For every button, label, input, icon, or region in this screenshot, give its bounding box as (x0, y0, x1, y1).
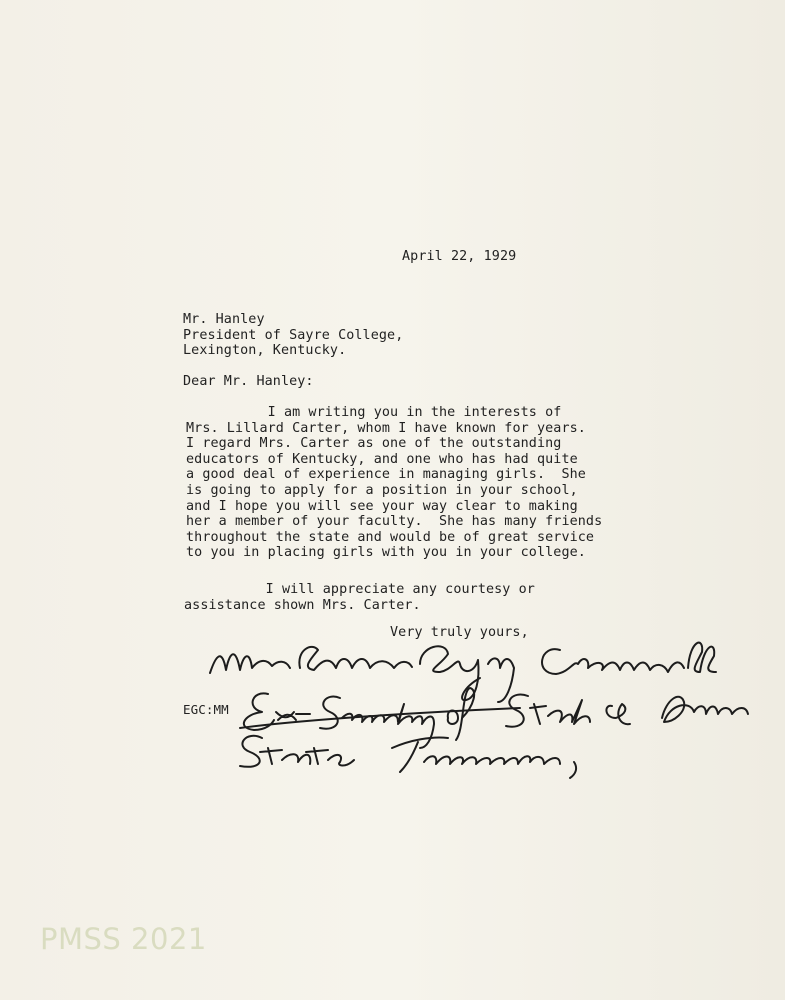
body-line: I am writing you in the interests of (186, 405, 562, 420)
signature-line-1-stroke (210, 654, 290, 673)
signature-line-1-stroke (299, 647, 412, 670)
body-line: educators of Kentucky, and one who has had quite (186, 451, 578, 467)
signature-line-1-stroke (488, 658, 514, 702)
signature-line-2-stroke (606, 704, 630, 724)
body-line: to you in placing girls with you in your college. (186, 545, 586, 561)
signature-line-2-stroke (240, 708, 520, 728)
body-line: her a member of your faculty. She has many friends (186, 514, 603, 530)
signature-line-1-stroke (542, 649, 684, 674)
recipient-title: President of Sayre College, (183, 327, 404, 343)
body-line: throughout the state and would be of great service (186, 529, 595, 545)
signature-line-2-stroke (506, 695, 590, 727)
body-line: assistance shown Mrs. Carter. (184, 597, 421, 613)
body-line: and I hope you will see your way clear to making (186, 498, 578, 514)
signature-line-3-stroke (392, 737, 560, 772)
closing: Very truly yours, (390, 625, 529, 640)
salutation: Dear Mr. Hanley: (183, 374, 314, 389)
body-line: Mrs. Lillard Carter, whom I have known for years. (186, 420, 586, 436)
signature-line-2-stroke (448, 688, 474, 740)
signature-line-2-stroke (662, 697, 748, 722)
typist-initials: EGC:MM (183, 702, 229, 717)
body-line: is going to apply for a position in your school, (186, 482, 578, 498)
body-line: I regard Mrs. Carter as one of the outstanding (186, 436, 562, 452)
signature-line-1-stroke (420, 646, 480, 700)
recipient-name: Mr. Hanley (183, 312, 265, 327)
body-line: I will appreciate any courtesy or (184, 582, 535, 597)
signature-line-2-stroke (276, 712, 310, 720)
watermark: PMSS 2021 (40, 922, 207, 956)
letter-date: April 22, 1929 (402, 249, 517, 264)
signature-line-1-stroke (688, 643, 716, 672)
signature-line-3-stroke (240, 736, 354, 767)
recipient-location: Lexington, Kentucky. (183, 343, 347, 359)
body-line: a good deal of experience in managing girls. She (186, 467, 586, 483)
signature-line-3-stroke (570, 762, 576, 778)
